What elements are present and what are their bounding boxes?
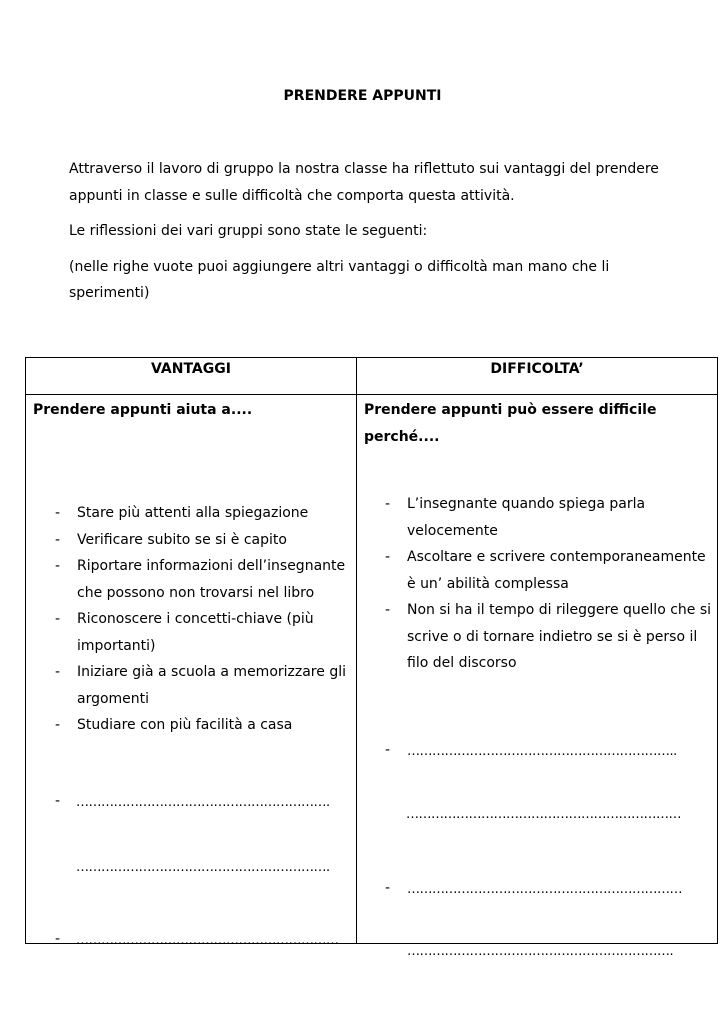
vantaggi-list [35,500,347,739]
blank-dash: - [385,880,391,896]
list-item: - Iniziare già a scuola a memorizzare gli argomenti [55,664,346,707]
blank-line: ……………………………………………………. [76,860,330,875]
header-vantaggi: VANTAGGI [26,358,357,395]
blank-line: ……………………………………………………. [76,795,330,810]
list-item: - Riportare informazioni dell’insegnante che possono non trovarsi nel libro [55,558,346,601]
vantaggi-cell [26,395,357,948]
list-item-text: Non si ha il tempo di rileggere quello che si scrive o di tornare indietro se si è perso il filo del discorso [407,602,712,671]
list-item: - Ascoltare e scrivere contemporaneamente è un’ abilità complessa [385,549,706,592]
page-title: PRENDERE APPUNTI [283,88,442,104]
list-item: - Studiare con più facilità a casa [55,717,293,733]
intro-paragraph-3: (nelle righe vuote puoi aggiungere altri vantaggi o difficoltà man mano che li sperimenti) [69,258,610,301]
blank-dash: - [385,742,391,758]
list-item-text: Ascoltare e scrivere contemporaneamente è un’ abilità complessa [407,549,706,592]
table-body-row [26,395,718,944]
list-item-text: Verificare subito se si è capito [77,531,287,548]
list-item: - L’insegnante quando spiega parla velocemente [385,496,646,539]
intro [69,156,669,307]
blank-line: ………………………………………………………… [407,882,682,897]
list-item-text: Iniziare già a scuola a memorizzare gli argomenti [77,664,346,707]
blank-dash: - [55,931,61,947]
table-header-row [26,358,718,395]
list-item-text: Stare più attenti alla spiegazione [77,505,309,521]
blank-line: ……………………………………………………….. [407,744,677,759]
list-item: - Non si ha il tempo di rileggere quello che si scrive o di tornare indietro se si è perso il filo del discorso [385,602,712,671]
blank-dash: - [55,793,61,809]
intro-paragraph-1: Attraverso il lavoro di gruppo la nostra classe ha riflettuto sui vantaggi del prendere appunti in classe e sulle difficoltà che comporta questa attività. [69,161,659,204]
list-item-text: Riconoscere i concetti-chiave (più importanti) [77,611,314,654]
header-difficolta: DIFFICOLTA’ [357,358,718,395]
difficolta-cell [357,395,718,959]
list-item-text: L’insegnante quando spiega parla velocemente [407,496,646,539]
blank-line: ………………………………………………………. [407,944,674,959]
difficolta-lead: Prendere appunti può essere difficile perché.... [364,402,657,445]
list-item: - Riconoscere i concetti-chiave (più importanti) [55,611,314,654]
comparison-table [25,357,718,959]
difficolta-list [365,491,713,677]
list-item-text: Studiare con più facilità a casa [77,717,293,733]
blank-line: ………………………………………………………… [406,807,681,822]
list-item: - Stare più attenti alla spiegazione [55,505,309,521]
list-item-text: Riportare informazioni dell’insegnante che possono non trovarsi nel libro [77,558,346,601]
vantaggi-lead: Prendere appunti aiuta a.... [33,402,253,418]
intro-paragraph-2: Le riflessioni dei vari gruppi sono state le seguenti: [69,223,428,239]
blank-line: ……………………………………………………… [76,933,339,948]
list-item: - Verificare subito se si è capito [55,531,287,548]
